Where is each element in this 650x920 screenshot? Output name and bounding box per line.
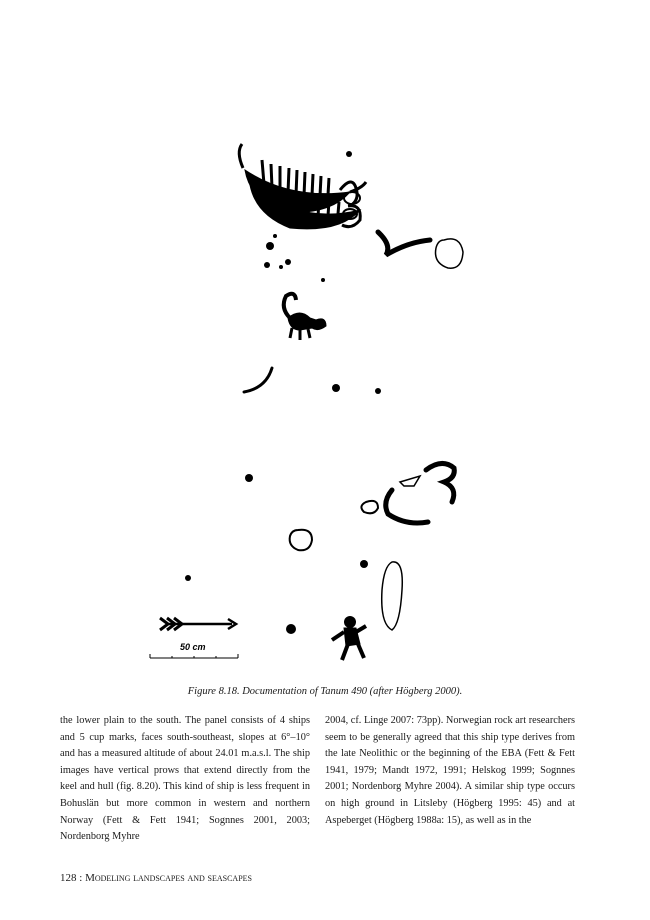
body-text-right: 2004, cf. Linge 2007: 73pp). Norwegian rock art researchers seem to be generally agreed that this ship type derives from the late Neolithic or the beginning of the EBA (Fett & Fett 1941, 1979; Mandt 1972, 1991; Helskog 1999; Sognnes 2001; Nordenborg Myhre 2004). A similar ship type occurs on high ground in Litsleby (Högberg 1995: 45) and at Aspeberget (Högberg 1988a: 15), as well as in the — [325, 715, 575, 826]
page-footer — [60, 872, 252, 884]
cup-mark — [273, 234, 277, 238]
page-number: 128 : — [60, 872, 83, 884]
animal-figure — [284, 294, 326, 340]
rock-art-figure — [130, 130, 490, 670]
body-text-left: the lower plain to the south. The panel consists of 4 ships and 5 cup marks, faces south-southeast, slopes at 6°–10° and has a measured altitude of about 24.01 m.a.s.l. The ship images have vertical prows that extend directly from the keel and hull (fig. 8.20). This kind of ship is less frequent in Bohuslän but more common in western and northern Norway (Fett & Fett 1941; Sognnes 2001, 2003; Nordenborg Myhre — [60, 715, 310, 843]
curved-stroke — [386, 490, 428, 523]
cup-mark — [279, 265, 283, 269]
scale-bar — [150, 654, 238, 658]
cup-mark — [360, 560, 368, 568]
cup-mark — [321, 278, 325, 282]
oval-outline — [436, 239, 464, 268]
circle-outline — [290, 530, 312, 551]
curved-line — [378, 232, 430, 255]
human-figure — [332, 616, 366, 660]
cup-mark — [332, 384, 340, 392]
hook-symbol — [426, 463, 454, 502]
cup-mark — [245, 474, 253, 482]
small-outline — [400, 476, 420, 486]
cup-mark — [375, 388, 381, 394]
figure-caption: Figure 8.18. Documentation of Tanum 490 (after Högberg 2000). — [187, 686, 463, 697]
arc-line — [244, 368, 272, 392]
cup-mark — [264, 262, 270, 268]
rock-art-drawing — [130, 130, 490, 670]
cup-mark — [285, 259, 291, 265]
small-ring — [361, 501, 378, 513]
arrow-icon — [160, 618, 236, 630]
scale-label: 50 cm — [180, 642, 206, 652]
running-title: Modeling landscapes and seascapes — [85, 872, 252, 884]
cup-mark — [185, 575, 191, 581]
dot — [346, 151, 352, 157]
cup-mark — [266, 242, 274, 250]
cup-mark — [286, 624, 296, 634]
long-outline — [382, 562, 403, 630]
